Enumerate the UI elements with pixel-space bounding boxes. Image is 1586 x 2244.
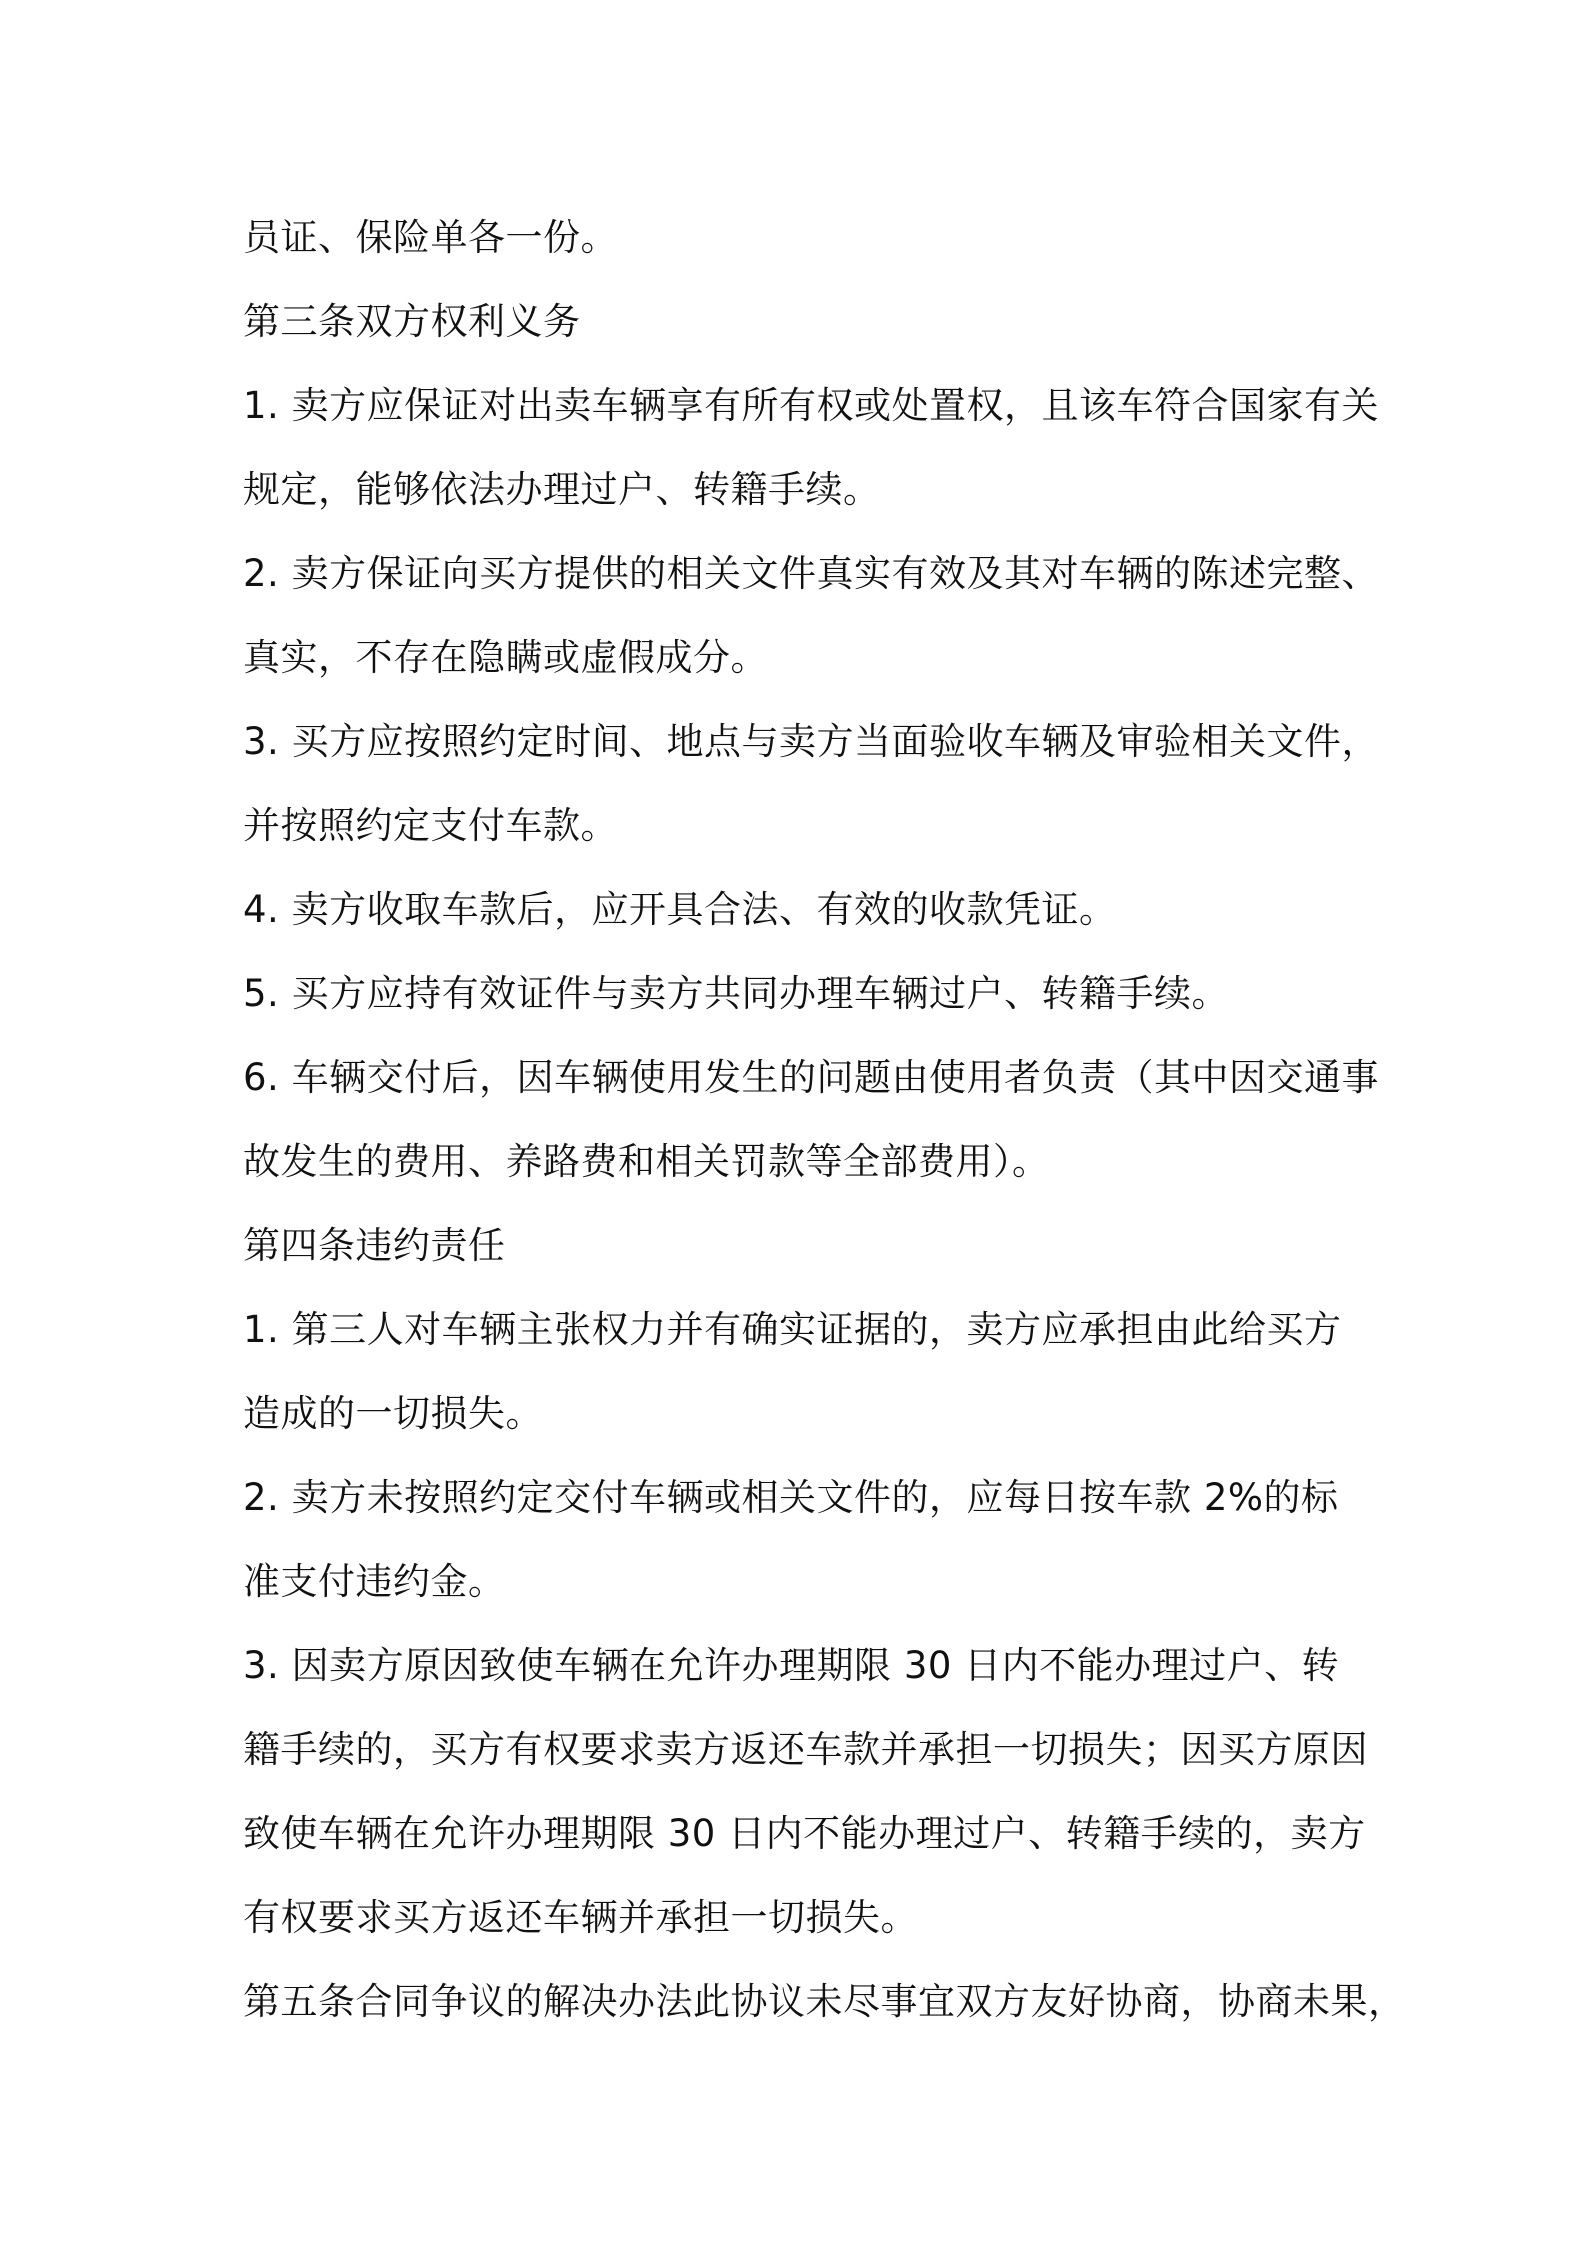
text-line: 造成的一切损失。 [243, 1392, 543, 1435]
text-line: 6. 车辆交付后，因车辆使用发生的问题由使用者负责（其中因交通事 [243, 1056, 1380, 1099]
section-heading: 第四条违约责任 [243, 1224, 506, 1267]
text-line: 2. 卖方保证向买方提供的相关文件真实有效及其对车辆的陈述完整、 [243, 552, 1380, 595]
text-line: 故发生的费用、养路费和相关罚款等全部费用）。 [243, 1140, 1050, 1183]
section-heading: 第五条合同争议的解决办法此协议未尽事宜双方友好协商，协商未果， [243, 1980, 1406, 2023]
text-line: 3. 因卖方原因致使车辆在允许办理期限 30 日内不能办理过户、转 [243, 1644, 1340, 1687]
text-line: 规定，能够依法办理过户、转籍手续。 [243, 468, 881, 511]
text-line: 1. 第三人对车辆主张权力并有确实证据的，卖方应承担由此给买方 [243, 1308, 1342, 1351]
text-line: 4. 卖方收取车款后，应开具合法、有效的收款凭证。 [243, 888, 1117, 931]
text-line: 员证、保险单各一份。 [243, 216, 618, 259]
text-line: 真实，不存在隐瞒或虚假成分。 [243, 636, 768, 679]
text-line: 致使车辆在允许办理期限 30 日内不能办理过户、转籍手续的，卖方 [243, 1812, 1366, 1855]
text-line: 有权要求买方返还车辆并承担一切损失。 [243, 1896, 918, 1939]
text-line: 籍手续的，买方有权要求卖方返还车款并承担一切损失；因买方原因 [243, 1728, 1368, 1771]
text-line: 准支付违约金。 [243, 1560, 506, 1603]
text-line: 1. 卖方应保证对出卖车辆享有所有权或处置权，且该车符合国家有关 [243, 384, 1380, 427]
text-line: 3. 买方应按照约定时间、地点与卖方当面验收车辆及审验相关文件， [243, 720, 1380, 763]
document-body [243, 196, 1406, 2044]
text-line: 2. 卖方未按照约定交付车辆或相关文件的，应每日按车款 2%的标 [243, 1476, 1339, 1519]
text-line: 5. 买方应持有效证件与卖方共同办理车辆过户、转籍手续。 [243, 972, 1230, 1015]
section-heading: 第三条双方权利义务 [243, 300, 581, 343]
text-line: 并按照约定支付车款。 [243, 804, 618, 847]
